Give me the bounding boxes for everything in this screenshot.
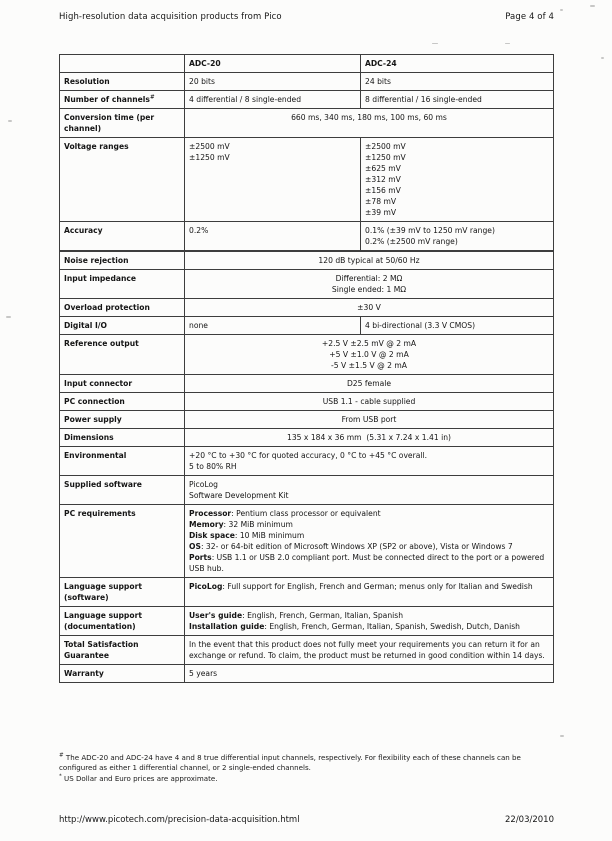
scan-speck [6, 316, 11, 318]
footnote: # The ADC-20 and ADC-24 have 4 and 8 true differential input channels, respectively. For flexibility each of these channels can be configured as either 1 differential channel, or 2 single-ended channels. [59, 752, 521, 773]
spec-row [60, 447, 554, 476]
spec-row [60, 476, 554, 505]
value-cell: From USB port [185, 411, 554, 429]
page-footer [59, 815, 554, 825]
column-header-adc20: ADC-20 [185, 55, 361, 73]
row-label: PC requirements [60, 505, 185, 578]
scan-speck [8, 120, 12, 122]
row-label: Reference output [60, 335, 185, 375]
row-label: Number of channels# [60, 91, 185, 109]
scan-speck [505, 43, 510, 44]
row-label: Environmental [60, 447, 185, 476]
column-header-blank [60, 55, 185, 73]
row-label: Power supply [60, 411, 185, 429]
spec-row [60, 505, 554, 578]
spec-row [60, 251, 554, 270]
value-cell: 135 x 184 x 36 mm (5.31 x 7.24 x 1.41 in) [185, 429, 554, 447]
spec-row [60, 393, 554, 411]
value-cell: 120 dB typical at 50/60 Hz [185, 251, 554, 270]
value-cell: PicoLog Software Development Kit [185, 476, 554, 505]
value-cell: 4 bi-directional (3.3 V CMOS) [361, 317, 554, 335]
spec-row [60, 73, 554, 91]
value-cell: Differential: 2 MΩ Single ended: 1 MΩ [185, 270, 554, 299]
scan-speck [560, 735, 564, 737]
spec-row [60, 665, 554, 683]
footnote: * US Dollar and Euro prices are approximate. [59, 773, 218, 783]
spec-row [60, 270, 554, 299]
row-label: Voltage ranges [60, 138, 185, 222]
value-cell: 0.1% (±39 mV to 1250 mV range) 0.2% (±2500 mV range) [361, 222, 554, 252]
scan-speck [590, 5, 595, 7]
spec-row [60, 636, 554, 665]
value-cell: PicoLog: Full support for English, French and German; menus only for Italian and Swedish [185, 578, 554, 607]
footnotes [59, 753, 553, 784]
value-cell: D25 female [185, 375, 554, 393]
row-label: Input connector [60, 375, 185, 393]
value-cell: 0.2% [185, 222, 361, 252]
spec-row [60, 607, 554, 636]
value-cell: ±2500 mV ±1250 mV ±625 mV ±312 mV ±156 mV ±78 mV ±39 mV [361, 138, 554, 222]
row-label: Conversion time (per channel) [60, 109, 185, 138]
value-cell: 20 bits [185, 73, 361, 91]
spec-row [60, 375, 554, 393]
value-cell: ±2500 mV ±1250 mV [185, 138, 361, 222]
spec-row [60, 91, 554, 109]
document-date: 22/03/2010 [505, 815, 554, 825]
value-cell: +20 °C to +30 °C for quoted accuracy, 0 °C to +45 °C overall. 5 to 80% RH [185, 447, 554, 476]
column-header-adc24: ADC-24 [361, 55, 554, 73]
document-title: High-resolution data acquisition products from Pico [59, 12, 282, 22]
row-label: Warranty [60, 665, 185, 683]
table-header-row [60, 55, 554, 73]
row-label: Dimensions [60, 429, 185, 447]
spec-row [60, 109, 554, 138]
spec-row [60, 317, 554, 335]
row-label: Total Satisfaction Guarantee [60, 636, 185, 665]
spec-row [60, 411, 554, 429]
value-cell: In the event that this product does not fully meet your requirements you can return it for an exchange or refund. To claim, the product must be returned in good condition within 14 days. [185, 636, 554, 665]
row-label: Input impedance [60, 270, 185, 299]
source-url: http://www.picotech.com/precision-data-acquisition.html [59, 815, 300, 825]
value-cell: User's guide: English, French, German, Italian, Spanish Installation guide: English, French, German, Italian, Spanish, Swedish, Dutch, Danish [185, 607, 554, 636]
spec-row [60, 335, 554, 375]
page-number: Page 4 of 4 [505, 12, 554, 22]
row-label: Resolution [60, 73, 185, 91]
spec-table [59, 54, 554, 683]
value-cell: +2.5 V ±2.5 mV @ 2 mA +5 V ±1.0 V @ 2 mA -5 V ±1.5 V @ 2 mA [185, 335, 554, 375]
value-cell: 660 ms, 340 ms, 180 ms, 100 ms, 60 ms [185, 109, 554, 138]
row-label: Overload protection [60, 299, 185, 317]
value-cell: 8 differential / 16 single-ended [361, 91, 554, 109]
row-label: Language support (software) [60, 578, 185, 607]
spec-row [60, 299, 554, 317]
scan-speck [560, 9, 563, 11]
row-label: Noise rejection [60, 251, 185, 270]
value-cell: 4 differential / 8 single-ended [185, 91, 361, 109]
spec-row [60, 429, 554, 447]
page-header [59, 12, 554, 22]
value-cell: Processor: Pentium class processor or equivalent Memory: 32 MiB minimum Disk space: 10 MiB minimum OS: 32- or 64-bit edition of Microsoft Windows XP (SP2 or above), Vista or Windows 7 Ports: USB 1.1 or USB 2.0 compliant port. Must be connected direct to the port or a powered USB hub. [185, 505, 554, 578]
value-cell: 24 bits [361, 73, 554, 91]
row-label: PC connection [60, 393, 185, 411]
value-cell: USB 1.1 - cable supplied [185, 393, 554, 411]
row-label: Supplied software [60, 476, 185, 505]
spec-row [60, 138, 554, 222]
value-cell: ±30 V [185, 299, 554, 317]
row-label: Digital I/O [60, 317, 185, 335]
spec-row [60, 578, 554, 607]
row-label: Language support (documentation) [60, 607, 185, 636]
scan-speck [432, 43, 438, 44]
spec-row [60, 222, 554, 252]
value-cell: 5 years [185, 665, 554, 683]
row-label: Accuracy [60, 222, 185, 252]
value-cell: none [185, 317, 361, 335]
scan-speck [601, 57, 604, 59]
